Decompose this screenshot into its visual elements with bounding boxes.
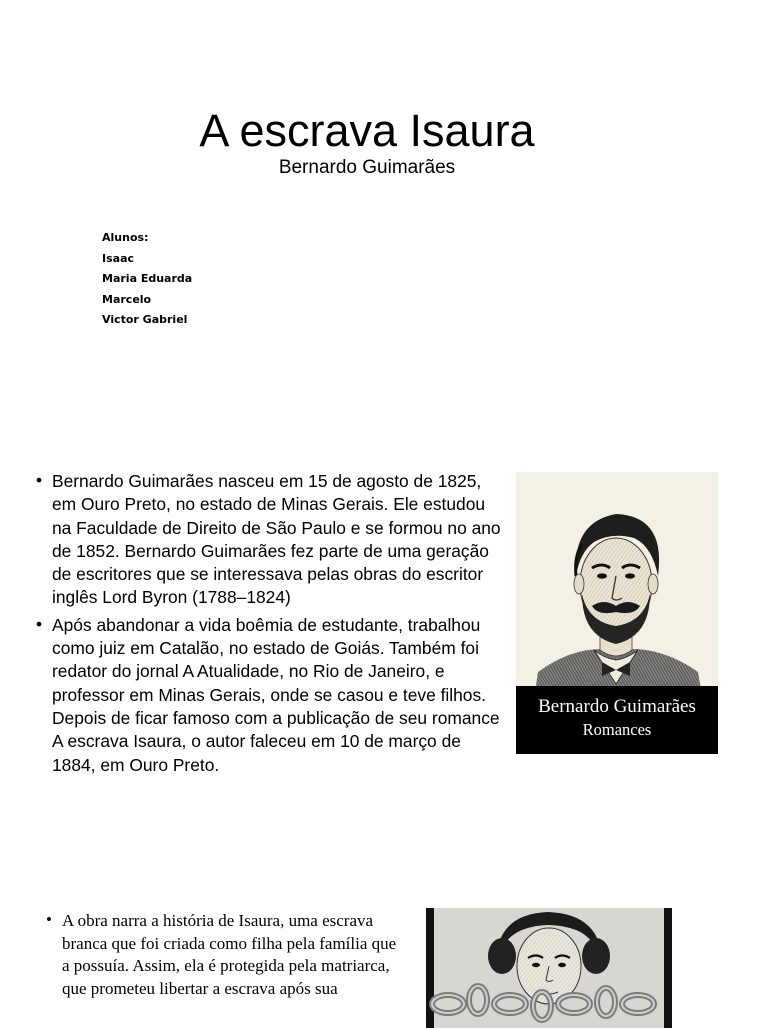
students-list xyxy=(102,228,192,331)
students-heading: Alunos: xyxy=(102,231,149,244)
bullet-item: • Após abandonar a vida boêmia de estudante, trabalhou como juiz em Catalão, no estado de Goiás. Também foi redator do jornal A Atualidade, no Rio de Janeiro, e professor em Minas Gerais, onde se casou e teve filhos. Depois de ficar famoso com a publicação de seu romance A escrava Isaura, o autor faleceu em 10 de março de 1884, em Ouro Preto. xyxy=(36,614,506,777)
bullet-item: • Bernardo Guimarães nasceu em 15 de agosto de 1825, em Ouro Preto, no estado de Minas Gerais. Ele estudou na Faculdade de Direito de São Paulo e se formou no ano de 1852. Bernardo Guimarães fez parte de uma geração de escritores que se interessava pelas obras do escritor inglês Lord Byron (1788–1824) xyxy=(36,470,506,610)
biography-slide xyxy=(0,440,768,870)
isaura-engraving xyxy=(426,908,672,1028)
student-name: Victor Gabriel xyxy=(102,313,188,326)
biography-bullets xyxy=(36,470,506,781)
author-portrait xyxy=(516,472,718,754)
plot-bullets xyxy=(46,910,406,1000)
bullet-item: • A obra narra a história de Isaura, uma escrava branca que foi criada como filha pela família que a possuía. Assim, ela é protegida pela matriarca, que prometeu libertar a escrava após sua xyxy=(46,910,406,1000)
student-name: Isaac xyxy=(102,251,135,265)
portrait-caption xyxy=(516,686,718,754)
student-name: Maria Eduarda xyxy=(102,272,193,285)
student-name: Marcelo xyxy=(102,292,152,306)
portrait-caption-name: Bernardo Guimarães xyxy=(538,696,696,717)
isaura-illustration xyxy=(426,908,672,1028)
page-title: A escrava Isaura xyxy=(199,105,535,156)
portrait-caption-subtitle: Romances xyxy=(582,720,652,739)
page-subtitle: Bernardo Guimarães xyxy=(278,157,456,178)
plot-slide xyxy=(0,870,768,1024)
title-slide xyxy=(0,0,768,440)
